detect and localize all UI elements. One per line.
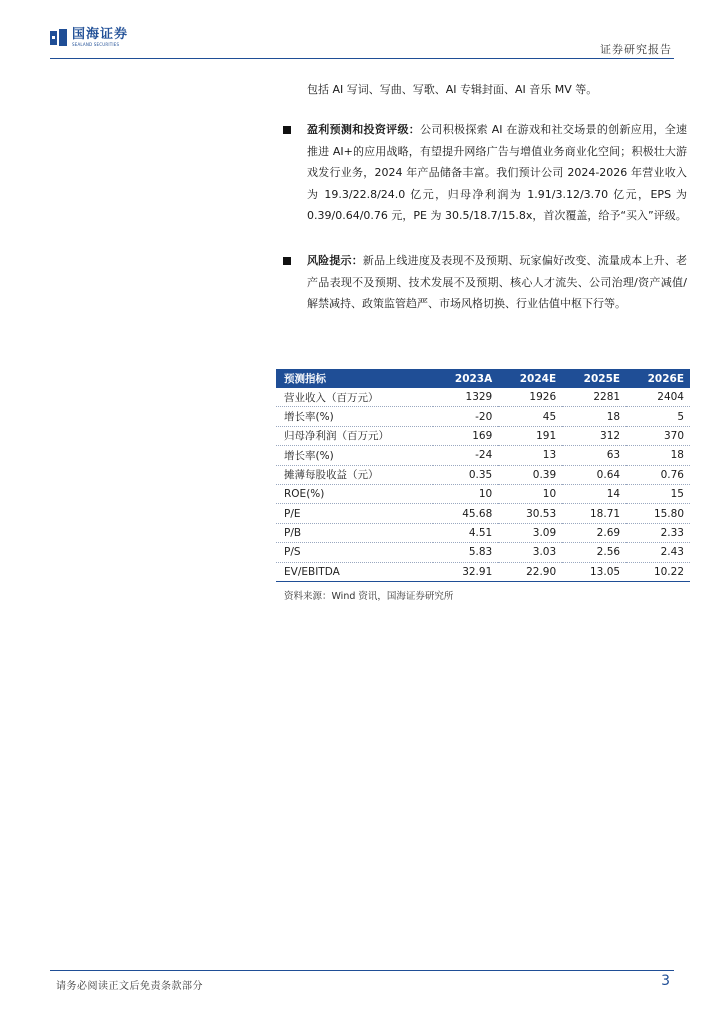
bullet-square-icon xyxy=(283,257,291,265)
forecast-table-section xyxy=(276,369,690,602)
table-cell-value: 2.33 xyxy=(626,523,690,542)
table-cell-metric: EV/EBITDA xyxy=(276,562,433,581)
table-cell-metric: 增长率(%) xyxy=(276,407,433,426)
footer-disclaimer: 请务必阅读正文后免责条款部分 xyxy=(56,981,203,992)
table-cell-value: -24 xyxy=(433,446,498,465)
table-cell-metric: P/E xyxy=(276,504,433,523)
table-cell-value: 45 xyxy=(498,407,562,426)
table-cell-value: 2.43 xyxy=(626,543,690,562)
table-cell-value: 18 xyxy=(562,407,626,426)
table-cell-value: 0.76 xyxy=(626,465,690,484)
page-number: 3 xyxy=(661,973,670,989)
table-row xyxy=(276,543,690,562)
table-cell-value: 3.03 xyxy=(498,543,562,562)
table-cell-metric: P/B xyxy=(276,523,433,542)
logo-name-en: SEALAND SECURITIES xyxy=(72,42,120,47)
earnings-forecast-heading: 盈利预测和投资评级： xyxy=(307,123,421,136)
logo-name-cn: 国海证券 xyxy=(72,27,129,42)
table-cell-value: 0.35 xyxy=(433,465,498,484)
table-cell-value: 0.39 xyxy=(498,465,562,484)
table-cell-value: 15 xyxy=(626,484,690,503)
table-cell-metric: 归母净利润（百万元） xyxy=(276,426,433,445)
table-cell-value: 13 xyxy=(498,446,562,465)
table-cell-metric: 营业收入（百万元） xyxy=(276,388,433,407)
table-header-row xyxy=(276,369,690,388)
table-row xyxy=(276,426,690,445)
table-row xyxy=(276,465,690,484)
table-cell-value: 2281 xyxy=(562,388,626,407)
table-cell-value: 5.83 xyxy=(433,543,498,562)
table-header-year: 2025E xyxy=(583,372,621,385)
table-row xyxy=(276,388,690,407)
table-row xyxy=(276,562,690,581)
company-logo xyxy=(50,28,128,47)
table-cell-metric: 增长率(%) xyxy=(276,446,433,465)
table-cell-metric: ROE(%) xyxy=(276,484,433,503)
table-row xyxy=(276,446,690,465)
table-cell-value: 3.09 xyxy=(498,523,562,542)
table-cell-value: 10 xyxy=(498,484,562,503)
table-row xyxy=(276,484,690,503)
table-cell-value: 1926 xyxy=(498,388,562,407)
table-cell-value: 191 xyxy=(498,426,562,445)
table-cell-value: 13.05 xyxy=(562,562,626,581)
table-cell-value: 370 xyxy=(626,426,690,445)
table-row xyxy=(276,407,690,426)
bullet-square-icon xyxy=(283,126,291,134)
table-cell-value: 45.68 xyxy=(433,504,498,523)
table-header-year: 2026E xyxy=(647,372,684,385)
table-cell-value: 2404 xyxy=(626,388,690,407)
table-cell-value: 312 xyxy=(562,426,626,445)
table-cell-value: 22.90 xyxy=(498,562,562,581)
paragraph-earnings-forecast xyxy=(307,119,687,227)
table-cell-value: 1329 xyxy=(433,388,498,407)
table-header-year: 2024E xyxy=(519,372,557,385)
table-cell-value: 10.22 xyxy=(626,562,690,581)
forecast-table xyxy=(276,369,690,582)
logo-icon xyxy=(50,29,68,47)
table-source-note: 资料来源：Wind 资讯，国海证券研究所 xyxy=(284,590,454,602)
table-row xyxy=(276,523,690,542)
table-body xyxy=(276,388,690,581)
footer-divider xyxy=(50,970,674,971)
paragraph-ai-music: 包括 AI 写词、写曲、写歌、AI 专辑封面、AI 音乐 MV 等。 xyxy=(307,83,598,96)
table-cell-value: 169 xyxy=(433,426,498,445)
table-cell-metric: P/S xyxy=(276,543,433,562)
report-type-label: 证券研究报告 xyxy=(600,43,672,56)
table-cell-value: 10 xyxy=(433,484,498,503)
table-cell-value: 18.71 xyxy=(562,504,626,523)
table-cell-value: 2.56 xyxy=(562,543,626,562)
earnings-forecast-body: 公司积极探索 AI 在游戏和社交场景的创新应用，全速推进 AI+的应用战略，有望提升网络广告与增值业务商业化空间；积极壮大游戏发行业务，2024 年产品储备丰富。我们预计公司 2024-2026 年营业收入为 19.3/22.8/24.0 亿元，归母净利润为 1.91/3.12/3.70 亿元，EPS 为 0.39/0.64/0.76 元，PE 为 30.5/18.7/15.8x，首次覆盖，给予“买入”评级。 xyxy=(307,123,688,222)
risk-warning-body: 新品上线进度及表现不及预期、玩家偏好改变、流量成本上升、老产品表现不及预期、技术发展不及预期、核心人才流失、公司治理/资产减值/解禁减持、政策监管趋严、市场风格切换、行业估值中枢下行等。 xyxy=(307,254,688,310)
table-cell-value: 14 xyxy=(562,484,626,503)
table-cell-value: 18 xyxy=(626,446,690,465)
risk-warning-heading: 风险提示： xyxy=(307,254,363,267)
table-cell-value: 32.91 xyxy=(433,562,498,581)
table-cell-value: 4.51 xyxy=(433,523,498,542)
table-cell-value: 15.80 xyxy=(626,504,690,523)
header-divider xyxy=(50,58,674,59)
table-row xyxy=(276,504,690,523)
table-cell-value: -20 xyxy=(433,407,498,426)
table-cell-value: 63 xyxy=(562,446,626,465)
table-header-year: 2023A xyxy=(454,372,493,385)
table-cell-value: 30.53 xyxy=(498,504,562,523)
table-cell-value: 5 xyxy=(626,407,690,426)
table-cell-metric: 摊薄每股收益（元） xyxy=(276,465,433,484)
table-cell-value: 0.64 xyxy=(562,465,626,484)
table-header-metric: 预测指标 xyxy=(284,373,326,385)
table-cell-value: 2.69 xyxy=(562,523,626,542)
paragraph-risk-warning xyxy=(307,250,687,315)
